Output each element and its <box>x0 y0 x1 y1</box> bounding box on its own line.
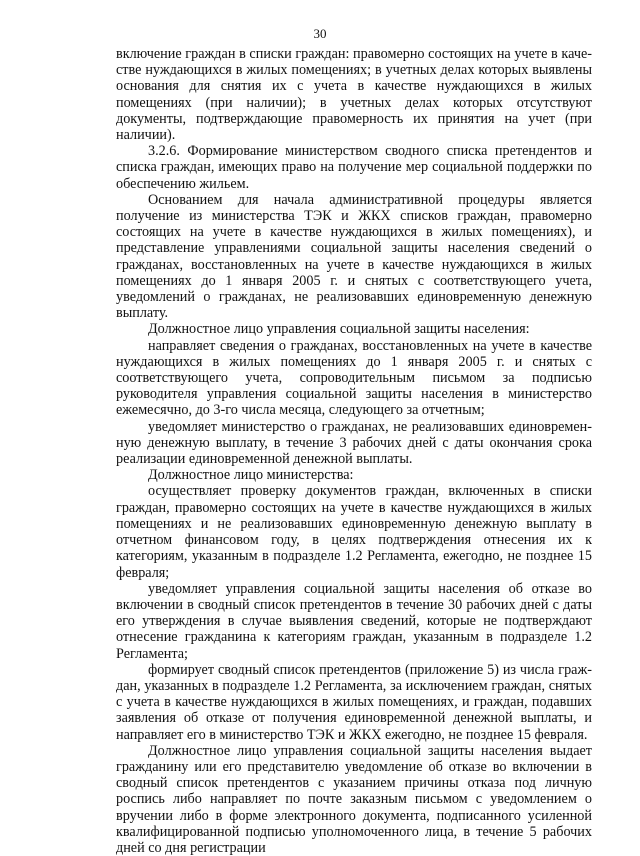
paragraph: уведомляет министерство о гражданах, не реализовавших единовременную денежную выплату, в течение 3 рабочих дней с даты окончания срока реализации единовременной денежной выплаты. <box>116 418 592 468</box>
document-body <box>116 46 592 856</box>
paragraph: осуществляет проверку документов граждан, включенных в списки граждан, правомерно состоящих на учете в качестве нуждающихся в жилых помещениях и не реализовавших единовременную денежную выплату в отчетном финансовом году, в целях подтверждения отнесения их к категориям, указанным в подразделе 1.2 Регламента, ежегодно, не позднее 15 февраля; <box>116 483 592 581</box>
paragraph: Должностное лицо управления социальной защиты населения выдает гражданину или его представителю уведомление об отказе во включении в сводный список претендентов с указанием причины отказа под личную роспись либо направляет по почте заказным письмом с уведомлением о вручении либо в форме электронного документа, подписанного усиленной квалифицированной подписью уполномоченного лица, в течение 5 рабочих дней со дня регистрации <box>116 742 592 856</box>
paragraph: формирует сводный список претендентов (приложение 5) из числа граждан, указанных в подразделе 1.2 Регламента, за исключением граждан, снятых с учета в качестве нуждающихся в жилых помещениях, и граждан, подавших заявления об отказе от получения единовременной денежной выплаты, и направляет его в министерство ТЭК и ЖКХ ежегодно, не позднее 15 февраля. <box>116 661 592 743</box>
paragraph: направляет сведения о гражданах, восстановленных на учете в качестве нуждающихся в жилых помещениях до 1 января 2005 г. и снятых с соответствующего учета, сопроводительным письмом за подписью руководителя управления социальной защиты населения в министерство ежемесячно, до 3-го числа месяца, следующего за отчетным; <box>116 337 592 419</box>
paragraph: 3.2.6. Формирование министерством сводного списка претендентов и списка граждан, имеющих право на получение мер социальной поддержки по обеспечению жильем. <box>116 143 592 192</box>
paragraph: Основанием для начала административной процедуры является получение из министерства ТЭК и ЖКХ списков граждан, правомерно состоящих на учете в качестве нуждающихся в жилых помещениях), и представление управлениями социальной защиты населения сведений о гражданах, восстановленных на учете в качестве нуждающихся в жилых помещениях до 1 января 2005 г. и снятых с соответствующего учета, уведомлений о гражданах, не реализовавших единовременную денежную выплату. <box>116 191 592 322</box>
paragraph: Должностное лицо министерства: <box>148 467 354 484</box>
paragraph: включение граждан в списки граждан: правомерно состоящих на учете в качестве нуждающихся в жилых помещениях; в учетных делах которых выявлены основания для снятия их с учета в качестве нуждающихся в жилых помещениях (при наличии); в учетных делах которых отсутствуют документы, подтверждающие правомерность их принятия на учет (при наличии). <box>116 46 592 144</box>
paragraph: уведомляет управления социальной защиты населения об отказе во включении в сводный список претендентов в течение 30 рабочих дней с даты его утверждения в случае выявления сведений, которые не подтверждают отнесение гражданина к категориям граждан, указанным в подразделе 1.2 Регламента; <box>116 580 592 662</box>
page-number: 30 <box>313 26 327 41</box>
paragraph: Должностное лицо управления социальной защиты населения: <box>148 321 530 338</box>
